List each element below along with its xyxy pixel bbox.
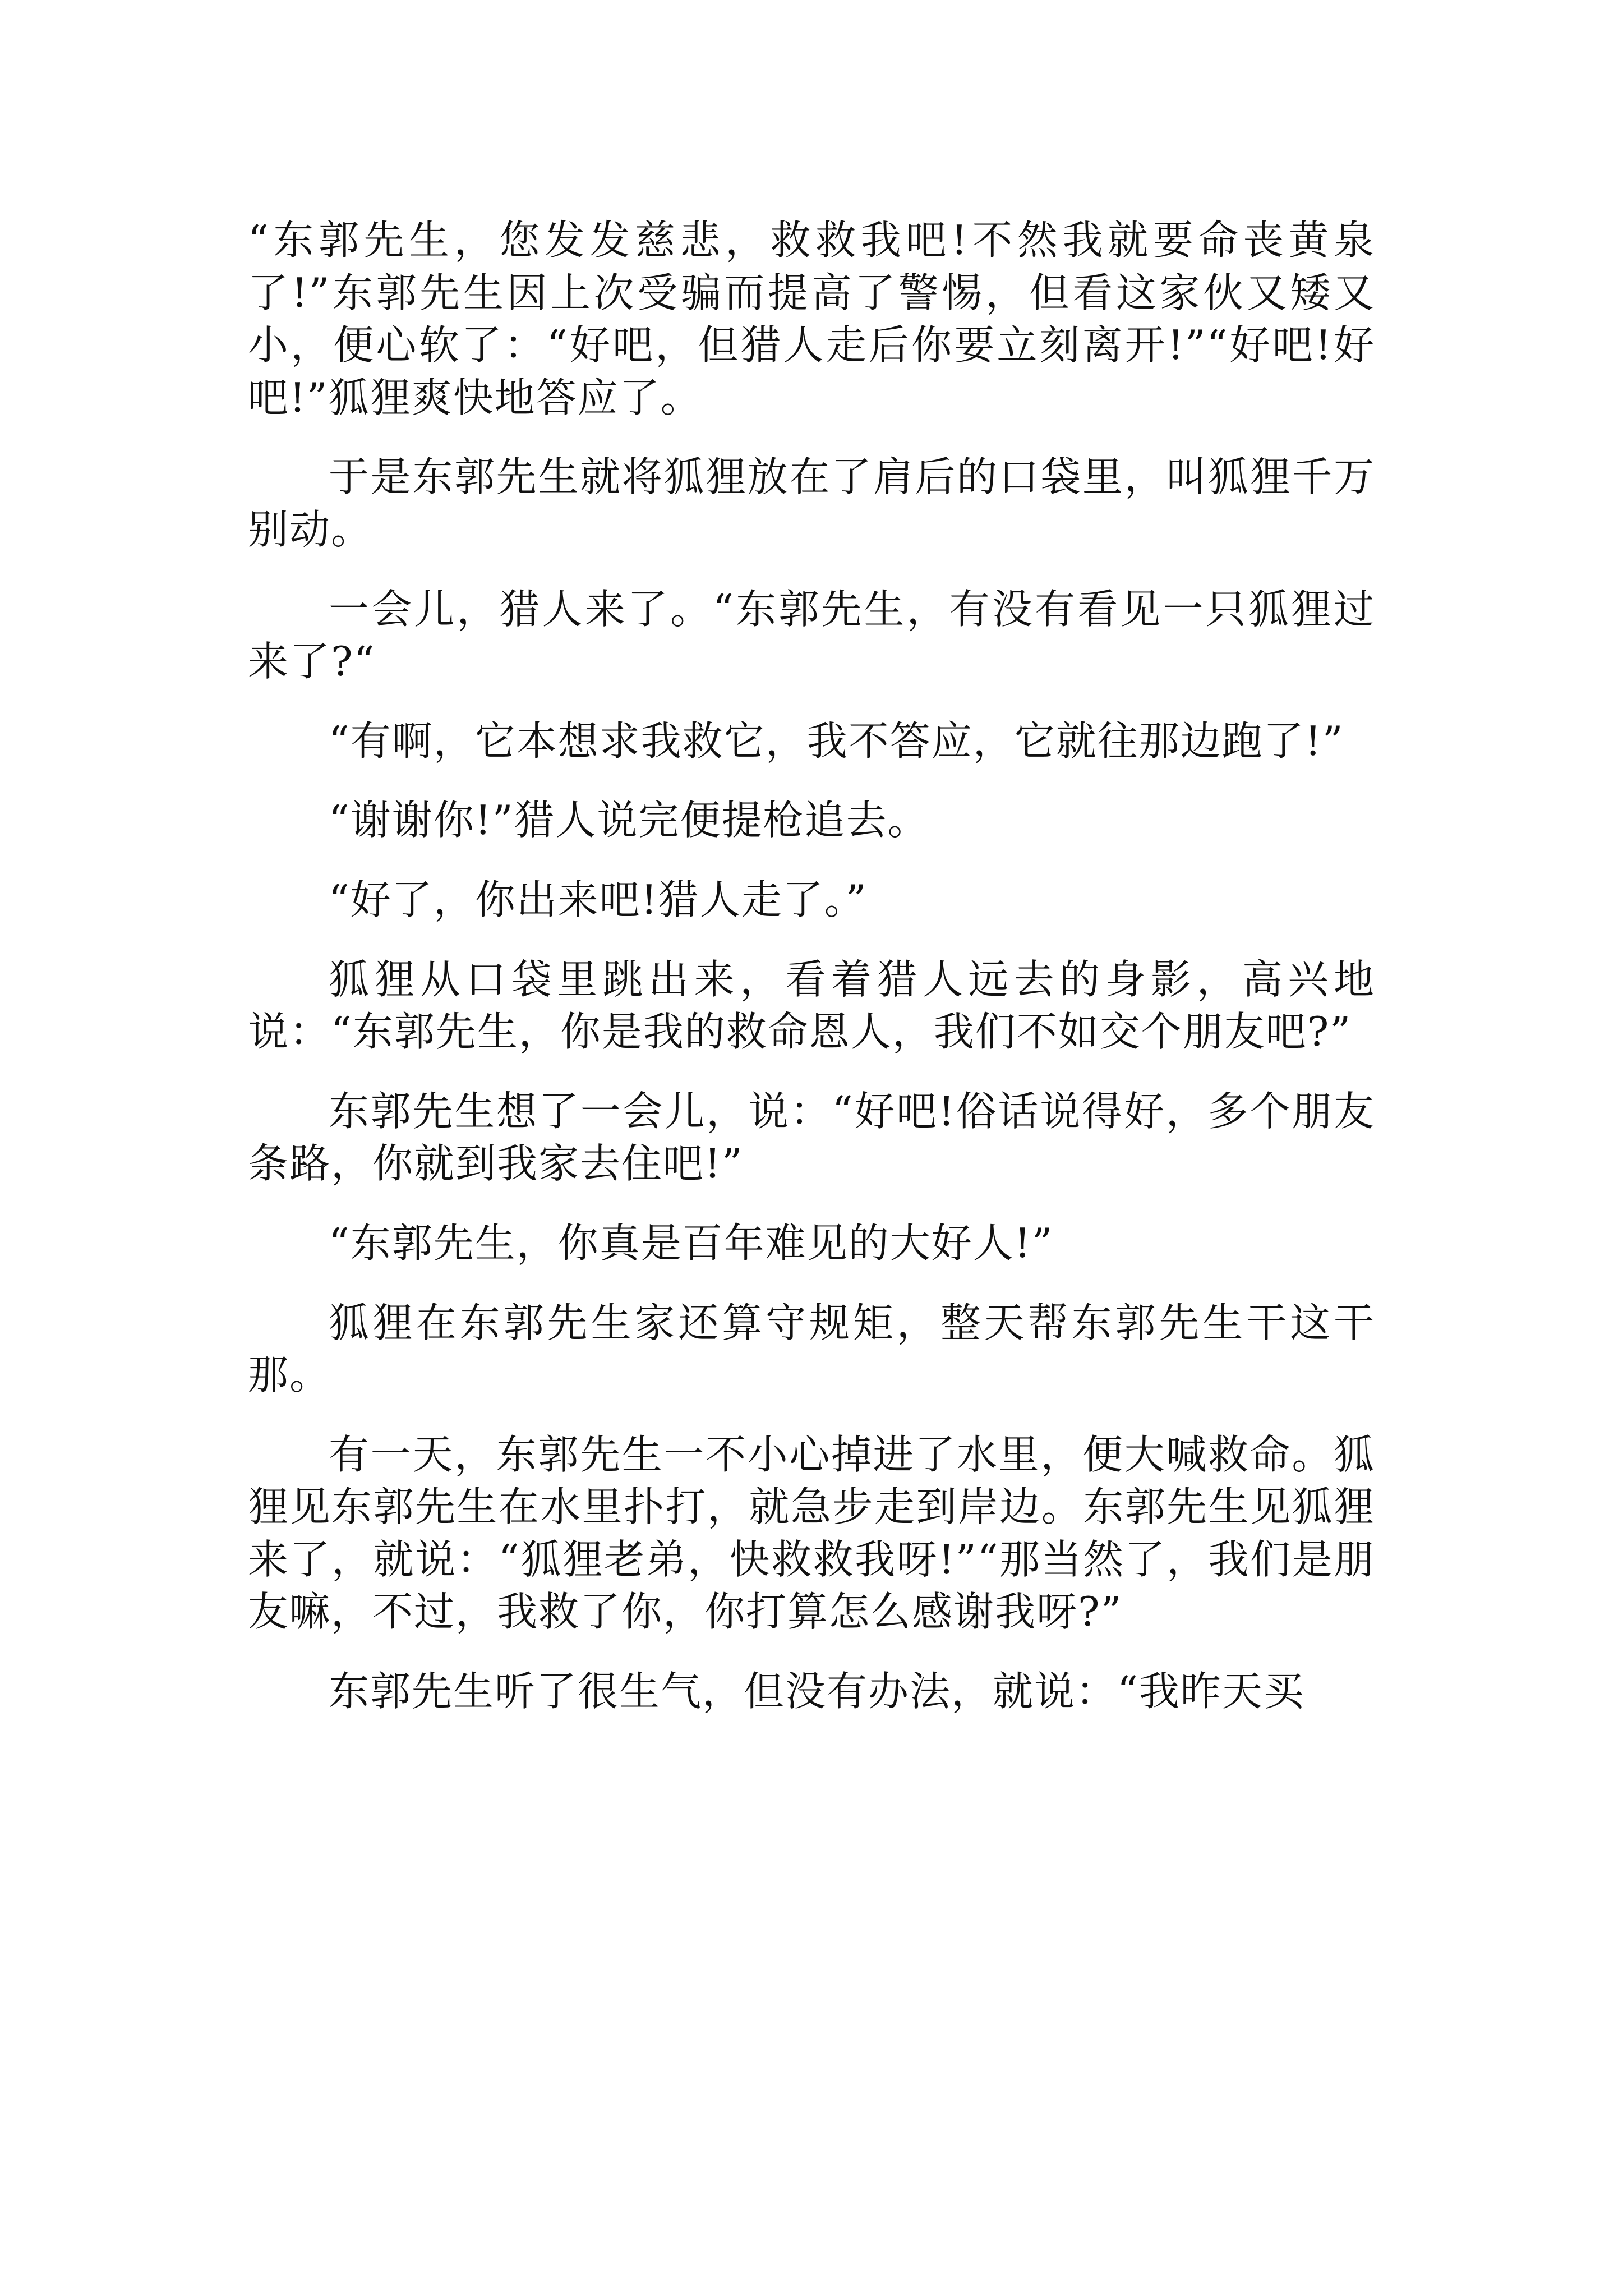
paragraph-12: 东郭先生听了很生气，但没有办法，就说：“我昨天买 <box>329 1668 1305 1715</box>
document-body <box>248 214 1375 1745</box>
paragraph-11: 有一天，东郭先生一不小心掉进了水里，便大喊救命。狐狸见东郭先生在水里扑打，就急步走到岸边。东郭先生见狐狸来了，就说：“狐狸老弟，快救救我呀!”“那当然了，我们是朋友嘛，不过，我救了你，你打算怎么感谢我呀?” <box>248 1430 1375 1636</box>
paragraph-9: “东郭先生，你真是百年难见的大好人!” <box>329 1219 1054 1267</box>
paragraph-6: “好了，你出来吧!猎人走了。” <box>329 876 868 923</box>
paragraph-8: 东郭先生想了一会儿，说：“好吧!俗话说得好，多个朋友条路，你就到我家去住吧!” <box>248 1087 1375 1188</box>
paragraph-5: “谢谢你!”猎人说完便提枪追去。 <box>329 797 929 844</box>
paragraph-10: 狐狸在东郭先生家还算守规矩，整天帮东郭先生干这干那。 <box>248 1299 1375 1399</box>
paragraph-7: 狐狸从口袋里跳出来，看着猎人远去的身影，高兴地说：“东郭先生，你是我的救命恩人，我们不如交个朋友吧?” <box>248 955 1375 1056</box>
paragraph-3: 一会儿，猎人来了。“东郭先生，有没有看见一只狐狸过来了?“ <box>248 585 1375 685</box>
paragraph-4: “有啊，它本想求我救它，我不答应，它就往那边跑了!” <box>329 717 1344 765</box>
paragraph-2: 于是东郭先生就将狐狸放在了肩后的口袋里，叫狐狸千万别动。 <box>248 453 1375 553</box>
paragraph-1: “东郭先生，您发发慈悲，救救我吧!不然我就要命丧黄泉了!”东郭先生因上次受骗而提高了警惕，但看这家伙又矮又小，便心软了：“好吧，但猎人走后你要立刻离开!”“好吧!好吧!”狐狸爽快地答应了。 <box>248 217 1375 421</box>
